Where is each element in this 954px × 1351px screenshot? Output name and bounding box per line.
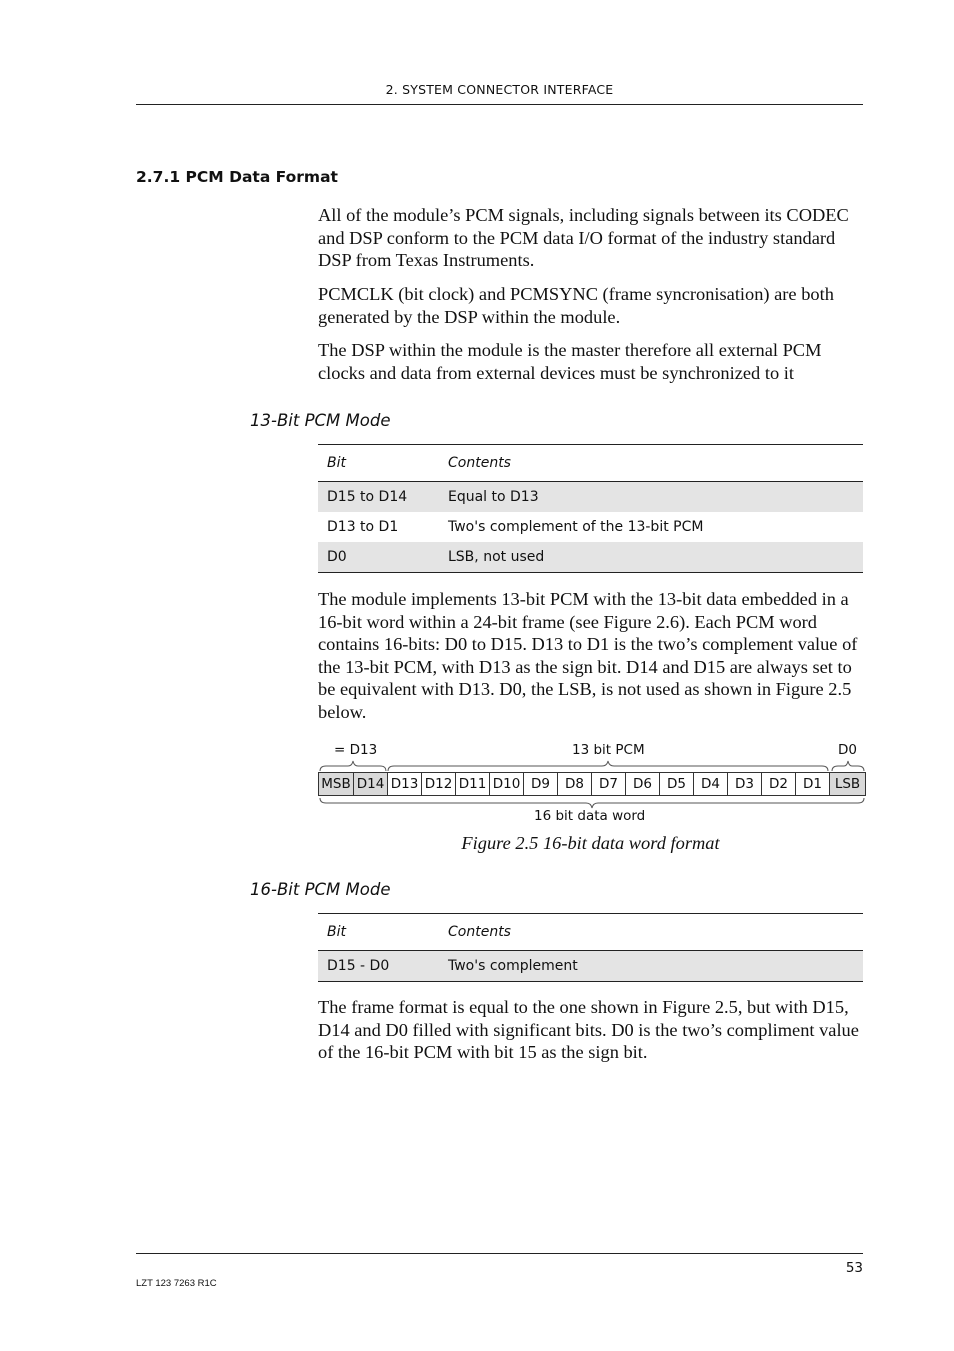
cell-bit: D15 to D14	[318, 482, 439, 513]
column-header-contents: Contents	[439, 914, 863, 951]
bit-cell: D4	[694, 773, 728, 795]
paragraph-frame-format: The frame format is equal to the one shown in Figure 2.5, but with D15, D14 and D0 filled with significant bits. D0 is the two’s compliment value of the 16-bit PCM with bit 15 as the sign bit.	[318, 997, 859, 1062]
label-d0: D0	[838, 742, 857, 758]
cell-bit: D0	[318, 542, 439, 573]
figure-caption: Figure 2.5 16-bit data word format	[461, 833, 720, 853]
cell-contents: Equal to D13	[439, 482, 863, 513]
footer-rule	[136, 1253, 863, 1254]
cell-contents: LSB, not used	[439, 542, 863, 573]
bit-cell: D10	[490, 773, 524, 795]
label-equal-d13: = D13	[334, 742, 378, 758]
bit-cell: D12	[422, 773, 456, 795]
header-rule	[136, 104, 863, 105]
figure-16bit-word	[318, 742, 866, 832]
table-row	[318, 512, 863, 542]
table-header-row	[318, 445, 863, 482]
page-number: 53	[845, 1260, 863, 1276]
table-row	[318, 482, 863, 513]
bit-cell: D1	[796, 773, 830, 795]
bit-cell: D11	[456, 773, 490, 795]
bit-cell: MSB	[319, 773, 354, 795]
document-number: LZT 123 7263 R1C	[136, 1278, 217, 1289]
cell-bit: D15 - D0	[318, 951, 439, 982]
bit-cell: D7	[592, 773, 626, 795]
table-13bit-mode	[318, 444, 863, 573]
heading-13bit-mode: 13-Bit PCM Mode	[250, 411, 391, 430]
column-header-bit: Bit	[318, 914, 439, 951]
bit-cell: D14	[354, 773, 388, 795]
bit-cell: D3	[728, 773, 762, 795]
bit-cell: D13	[388, 773, 422, 795]
label-16-bit-data-word: 16 bit data word	[534, 808, 646, 824]
bit-cell: D5	[660, 773, 694, 795]
heading-16bit-mode: 16-Bit PCM Mode	[250, 880, 391, 899]
cell-contents: Two's complement of the 13-bit PCM	[448, 519, 704, 535]
section-title: 2.7.1 PCM Data Format	[136, 168, 338, 186]
bit-cell: D9	[524, 773, 558, 795]
column-header-contents: Contents	[439, 445, 863, 482]
brace-top	[318, 760, 866, 772]
paragraph-pcm-signals: All of the module’s PCM signals, including signals between its CODEC and DSP conform to the PCM data I/O format of the industry standard DSP from Texas Instruments.	[318, 205, 849, 270]
table-16bit-mode	[318, 913, 863, 982]
bit-cell: D6	[626, 773, 660, 795]
cell-contents: Two's complement	[439, 951, 863, 982]
bit-cell: D2	[762, 773, 796, 795]
table-row	[318, 542, 863, 573]
table-header-row	[318, 914, 863, 951]
label-13-bit-pcm: 13 bit PCM	[572, 742, 645, 758]
running-head: 2. SYSTEM CONNECTOR INTERFACE	[385, 82, 614, 97]
bit-cell-row	[318, 772, 866, 796]
paragraph-13bit-description: The module implements 13-bit PCM with the 13-bit data embedded in a 16-bit word within a 24-bit frame (see Figure 2.6). Each PCM word contains 16-bits: D0 to D15. D13 to D1 is the two’s complement value of the 13-bit PCM, with D13 as the sign bit. D14 and D15 are always set to be equivalent with D13. D0, the LSB, is not used as shown in Figure 2.5 below.	[318, 589, 858, 722]
paragraph-pcmclk: PCMCLK (bit clock) and PCMSYNC (frame syncronisation) are both generated by the DSP within the module.	[318, 284, 834, 327]
table-row	[318, 951, 863, 982]
column-header-bit: Bit	[318, 445, 439, 482]
cell-bit: D13 to D1	[327, 519, 399, 535]
paragraph-dsp-master: The DSP within the module is the master therefore all external PCM clocks and data from external devices must be synchronized to it	[318, 340, 822, 383]
bit-cell: D8	[558, 773, 592, 795]
bit-cell: LSB	[830, 773, 865, 795]
